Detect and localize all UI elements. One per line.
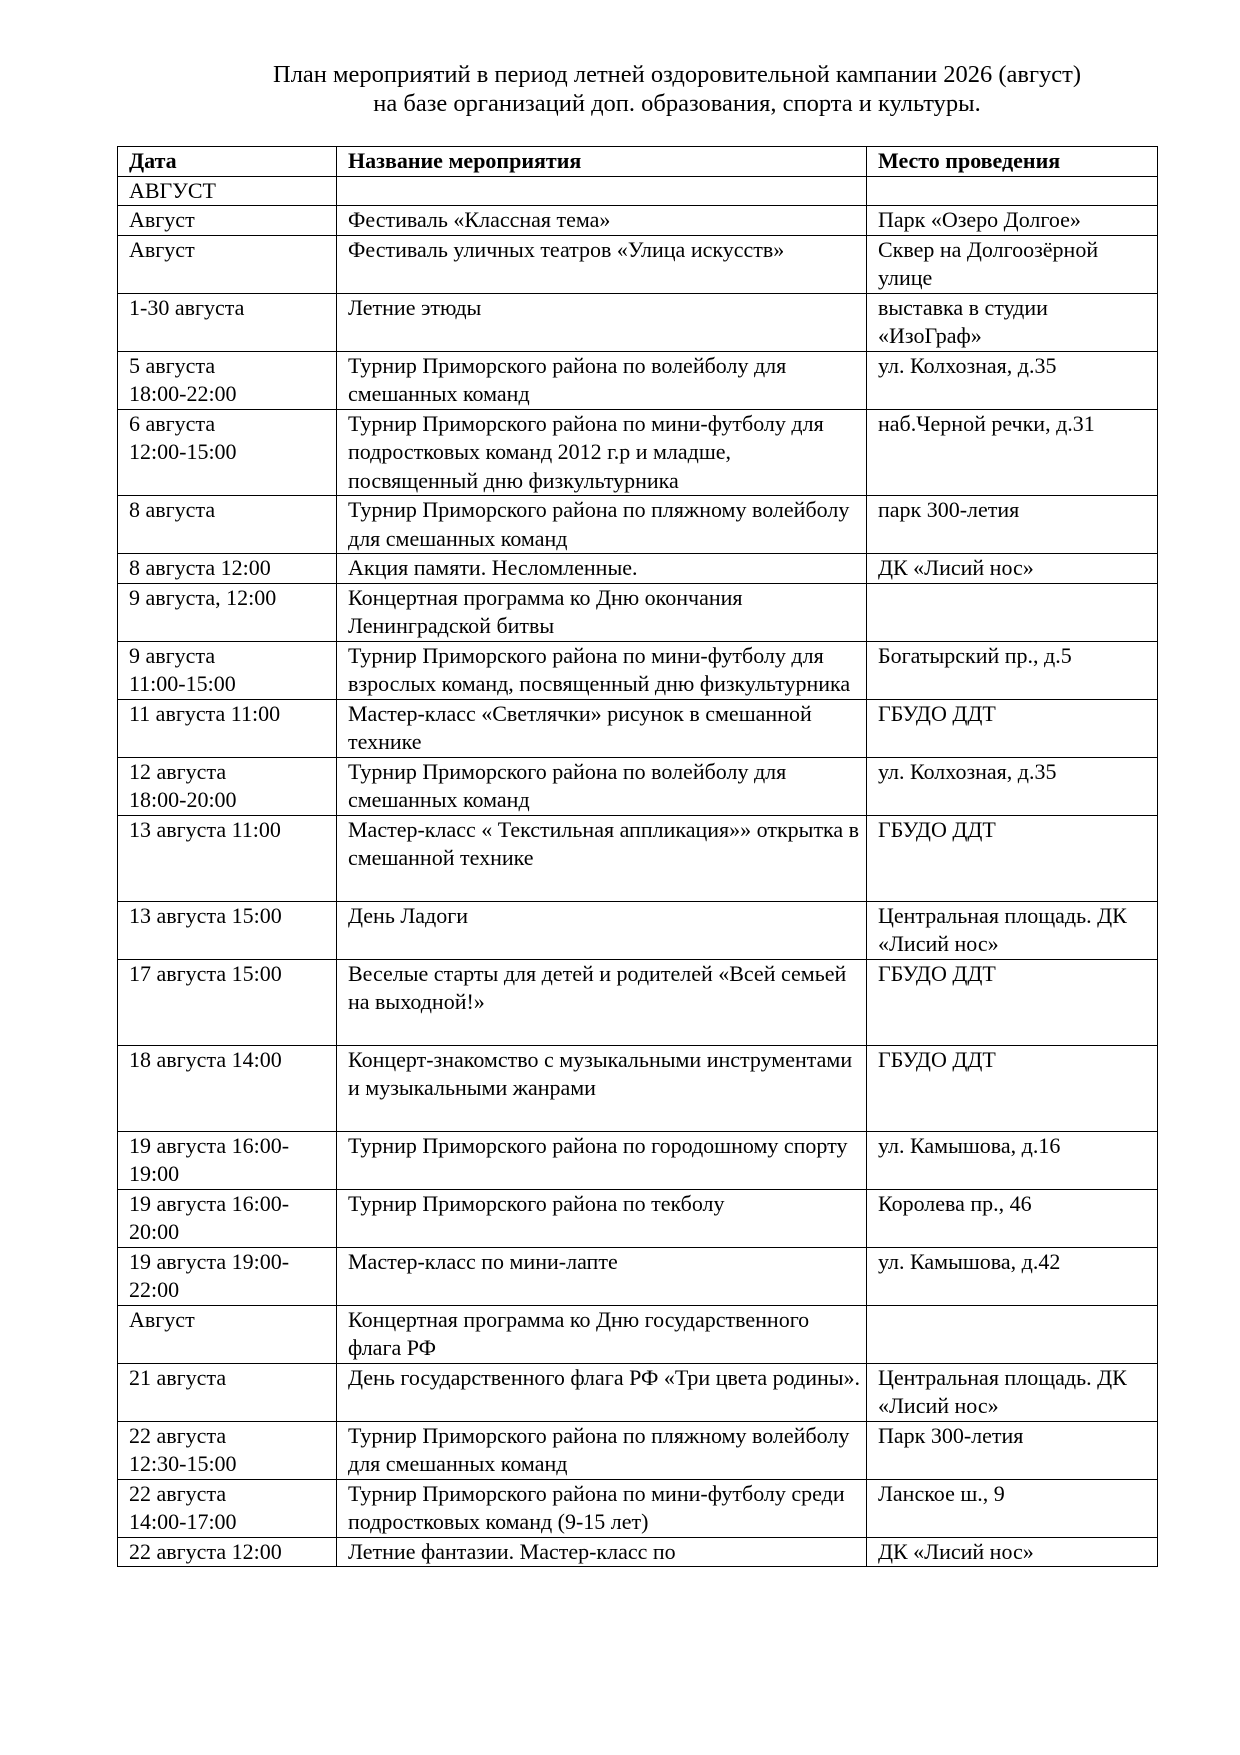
cell-event-name: Концертная программа ко Дню окончания Ленинградской битвы bbox=[337, 583, 867, 641]
cell-event-name: Мастер-класс «Светлячки» рисунок в смешанной технике bbox=[337, 699, 867, 757]
cell-venue bbox=[867, 176, 1158, 206]
cell-date: 8 августа 12:00 bbox=[118, 554, 337, 584]
table-row bbox=[118, 757, 1158, 815]
table-row bbox=[118, 959, 1158, 1045]
table-row bbox=[118, 1421, 1158, 1479]
cell-event-name: Мастер-класс по мини-лапте bbox=[337, 1247, 867, 1305]
events-table bbox=[117, 146, 1158, 1567]
document-title bbox=[117, 60, 1237, 118]
table-row bbox=[118, 206, 1158, 236]
cell-date: 18 августа 14:00 bbox=[118, 1045, 337, 1131]
cell-venue: выставка в студии «ИзоГраф» bbox=[867, 293, 1158, 351]
table-row bbox=[118, 1537, 1158, 1567]
cell-date: 12 августа 18:00-20:00 bbox=[118, 757, 337, 815]
table-row bbox=[118, 901, 1158, 959]
cell-venue: Сквер на Долгоозёрной улице bbox=[867, 235, 1158, 293]
table-row bbox=[118, 1363, 1158, 1421]
table-row bbox=[118, 554, 1158, 584]
cell-date: Август bbox=[118, 235, 337, 293]
cell-venue: ул. Колхозная, д.35 bbox=[867, 351, 1158, 409]
table-row bbox=[118, 583, 1158, 641]
cell-event-name: Концертная программа ко Дню государственного флага РФ bbox=[337, 1305, 867, 1363]
table-row bbox=[118, 176, 1158, 206]
cell-venue: ГБУДО ДДТ bbox=[867, 815, 1158, 901]
cell-event-name: Летние фантазии. Мастер-класс по bbox=[337, 1537, 867, 1567]
cell-date: 21 августа bbox=[118, 1363, 337, 1421]
cell-date: 6 августа 12:00-15:00 bbox=[118, 409, 337, 496]
cell-date: 8 августа bbox=[118, 496, 337, 554]
cell-event-name: Турнир Приморского района по городошному спорту bbox=[337, 1131, 867, 1189]
cell-venue bbox=[867, 1305, 1158, 1363]
cell-venue: Ланское ш., 9 bbox=[867, 1479, 1158, 1537]
cell-date: 19 августа 16:00- 20:00 bbox=[118, 1189, 337, 1247]
title-line-2: на базе организаций доп. образования, спорта и культуры. bbox=[373, 90, 981, 117]
cell-event-name: День Ладоги bbox=[337, 901, 867, 959]
cell-venue: ДК «Лисий нос» bbox=[867, 1537, 1158, 1567]
cell-venue: Центральная площадь. ДК «Лисий нос» bbox=[867, 901, 1158, 959]
header-venue: Место проведения bbox=[867, 147, 1158, 177]
table-row bbox=[118, 815, 1158, 901]
cell-date: Август bbox=[118, 1305, 337, 1363]
cell-event-name: Веселые старты для детей и родителей «Всей семьей на выходной!» bbox=[337, 959, 867, 1045]
cell-event-name: День государственного флага РФ «Три цвета родины». bbox=[337, 1363, 867, 1421]
cell-venue: парк 300-летия bbox=[867, 496, 1158, 554]
cell-date: 22 августа 12:00 bbox=[118, 1537, 337, 1567]
cell-venue: ул. Колхозная, д.35 bbox=[867, 757, 1158, 815]
cell-venue: Богатырский пр., д.5 bbox=[867, 641, 1158, 699]
table-row bbox=[118, 1305, 1158, 1363]
cell-date: 17 августа 15:00 bbox=[118, 959, 337, 1045]
cell-venue: ул. Камышова, д.16 bbox=[867, 1131, 1158, 1189]
cell-event-name bbox=[337, 176, 867, 206]
table-header bbox=[118, 147, 1158, 177]
table-row bbox=[118, 409, 1158, 496]
table-row bbox=[118, 1479, 1158, 1537]
table-row bbox=[118, 699, 1158, 757]
cell-event-name: Мастер-класс « Текстильная аппликация»» открытка в смешанной технике bbox=[337, 815, 867, 901]
cell-venue: ГБУДО ДДТ bbox=[867, 699, 1158, 757]
cell-event-name: Концерт-знакомство с музыкальными инструментами и музыкальными жанрами bbox=[337, 1045, 867, 1131]
cell-date: 13 августа 11:00 bbox=[118, 815, 337, 901]
cell-date: 19 августа 19:00- 22:00 bbox=[118, 1247, 337, 1305]
cell-venue bbox=[867, 583, 1158, 641]
cell-date: 22 августа 12:30-15:00 bbox=[118, 1421, 337, 1479]
cell-event-name: Акция памяти. Несломленные. bbox=[337, 554, 867, 584]
table-body bbox=[118, 176, 1158, 1567]
table-row bbox=[118, 235, 1158, 293]
table-row bbox=[118, 1045, 1158, 1131]
table-row bbox=[118, 641, 1158, 699]
cell-date: 1-30 августа bbox=[118, 293, 337, 351]
cell-event-name: Турнир Приморского района по пляжному волейболу для смешанных команд bbox=[337, 1421, 867, 1479]
table-row bbox=[118, 1247, 1158, 1305]
cell-event-name: Летние этюды bbox=[337, 293, 867, 351]
cell-event-name: Турнир Приморского района по мини-футболу для взрослых команд, посвященный дню физкультурника bbox=[337, 641, 867, 699]
cell-venue: ул. Камышова, д.42 bbox=[867, 1247, 1158, 1305]
cell-event-name: Турнир Приморского района по пляжному волейболу для смешанных команд bbox=[337, 496, 867, 554]
cell-event-name: Турнир Приморского района по мини-футболу для подростковых команд 2012 г.р и младше, посвященный дню физкультурника bbox=[337, 409, 867, 496]
header-date: Дата bbox=[118, 147, 337, 177]
cell-date: 22 августа 14:00-17:00 bbox=[118, 1479, 337, 1537]
cell-date: 11 августа 11:00 bbox=[118, 699, 337, 757]
table-row bbox=[118, 496, 1158, 554]
cell-venue: ДК «Лисий нос» bbox=[867, 554, 1158, 584]
header-row bbox=[118, 147, 1158, 177]
cell-venue: Парк 300-летия bbox=[867, 1421, 1158, 1479]
cell-date: 9 августа 11:00-15:00 bbox=[118, 641, 337, 699]
cell-event-name: Фестиваль уличных театров «Улица искусств» bbox=[337, 235, 867, 293]
cell-venue: ГБУДО ДДТ bbox=[867, 959, 1158, 1045]
cell-event-name: Турнир Приморского района по волейболу для смешанных команд bbox=[337, 757, 867, 815]
table-row bbox=[118, 1131, 1158, 1189]
cell-event-name: Турнир Приморского района по волейболу для смешанных команд bbox=[337, 351, 867, 409]
cell-event-name: Фестиваль «Классная тема» bbox=[337, 206, 867, 236]
cell-date: 13 августа 15:00 bbox=[118, 901, 337, 959]
cell-date: Август bbox=[118, 206, 337, 236]
cell-venue: ГБУДО ДДТ bbox=[867, 1045, 1158, 1131]
cell-date: 19 августа 16:00- 19:00 bbox=[118, 1131, 337, 1189]
title-line-1: План мероприятий в период летней оздоровительной кампании 2026 (август) bbox=[273, 61, 1081, 88]
table-row bbox=[118, 1189, 1158, 1247]
cell-date: АВГУСТ bbox=[118, 176, 337, 206]
cell-date: 9 августа, 12:00 bbox=[118, 583, 337, 641]
table-row bbox=[118, 351, 1158, 409]
header-event-name: Название мероприятия bbox=[337, 147, 867, 177]
cell-venue: наб.Черной речки, д.31 bbox=[867, 409, 1158, 496]
cell-venue: Центральная площадь. ДК «Лисий нос» bbox=[867, 1363, 1158, 1421]
cell-date: 5 августа 18:00-22:00 bbox=[118, 351, 337, 409]
table-row bbox=[118, 293, 1158, 351]
cell-event-name: Турнир Приморского района по текболу bbox=[337, 1189, 867, 1247]
cell-venue: Королева пр., 46 bbox=[867, 1189, 1158, 1247]
cell-venue: Парк «Озеро Долгое» bbox=[867, 206, 1158, 236]
cell-event-name: Турнир Приморского района по мини-футболу среди подростковых команд (9-15 лет) bbox=[337, 1479, 867, 1537]
